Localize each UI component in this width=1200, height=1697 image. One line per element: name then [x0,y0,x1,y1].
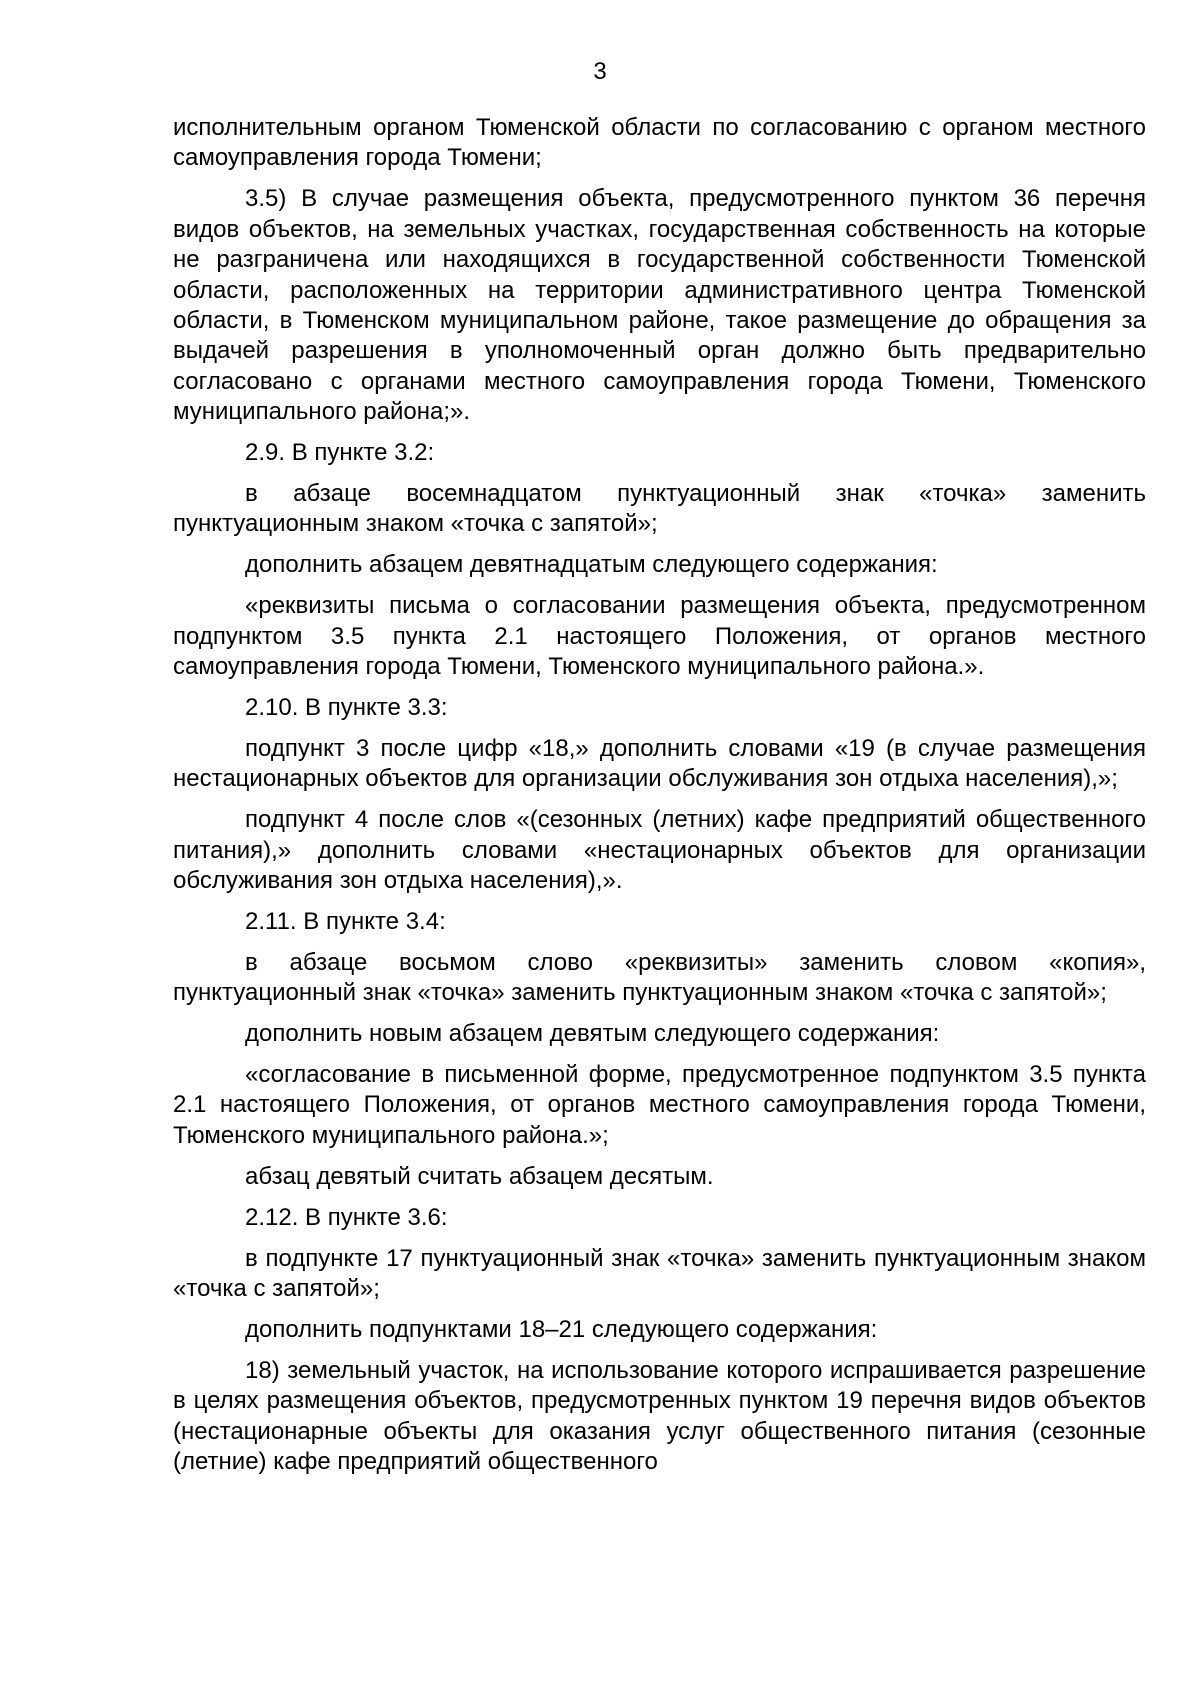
paragraph: в абзаце восьмом слово «реквизиты» заменить словом «копия», пунктуационный знак «точка» заменить пунктуационным знаком «точка с запятой»; [173,948,1146,1007]
paragraph: дополнить абзацем девятнадцатым следующего содержания: [245,551,938,579]
document-body [173,113,1146,1488]
paragraph: подпункт 4 после слов «(сезонных (летних) кафе предприятий общественного питания),» дополнить словами «нестационарных объектов для организации обслуживания зон отдыха населения),». [173,806,1146,894]
paragraph: «согласование в письменной форме, предусмотренное подпунктом 3.5 пункта 2.1 настоящего Положения, от органов местного самоуправления города Тюмени, Тюменского муниципального района.»; [173,1060,1146,1149]
paragraph: 3.5) В случае размещения объекта, предусмотренного пунктом 36 перечня видов объектов, на земельных участках, государственная собственность на которые не разграничена или находящихся в государственной собственности Тюменской области, расположенных на территории административного центра Тюменской области, в Тюменском муниципальном районе, такое размещение до обращения за выдачей разрешения в уполномоченный орган должно быть предварительно согласовано с органами местного самоуправления города Тюмени, Тюменского муниципального района;». [173,185,1146,426]
paragraph: «реквизиты письма о согласовании размещения объекта, предусмотренном подпунктом 3.5 пункта 2.1 настоящего Положения, от органов местного самоуправления города Тюмени, Тюменского муниципального района.». [173,592,1146,680]
paragraph: 18) земельный участок, на использование которого испрашивается разрешение в целях размещения объектов, предусмотренных пунктом 19 перечня видов объектов (нестационарные объекты для оказания услуг общественного питания (сезонные (летние) кафе предприятий общественного [173,1356,1146,1475]
paragraph: в подпункте 17 пунктуационный знак «точка» заменить пунктуационным знаком «точка с запятой»; [173,1244,1146,1302]
page-number: 3 [593,58,607,85]
section-heading: 2.12. В пункте 3.6: [245,1203,448,1231]
paragraph: в абзаце восемнадцатом пунктуационный знак «точка» заменить пунктуационным знаком «точка с запятой»; [173,479,1146,538]
paragraph: дополнить подпунктами 18–21 следующего содержания: [245,1315,878,1343]
section-heading: 2.11. В пункте 3.4: [245,907,446,935]
paragraph: абзац девятый считать абзацем десятым. [245,1162,714,1190]
section-heading: 2.10. В пункте 3.3: [245,693,448,721]
section-heading: 2.9. В пункте 3.2: [245,439,435,467]
paragraph: исполнительным органом Тюменской области по согласованию с органом местного самоуправления города Тюмени; [173,114,1146,172]
paragraph: дополнить новым абзацем девятым следующего содержания: [245,1020,940,1048]
paragraph: подпункт 3 после цифр «18,» дополнить словами «19 (в случае размещения нестационарных объектов для организации обслуживания зон отдыха населения),»; [173,734,1146,793]
